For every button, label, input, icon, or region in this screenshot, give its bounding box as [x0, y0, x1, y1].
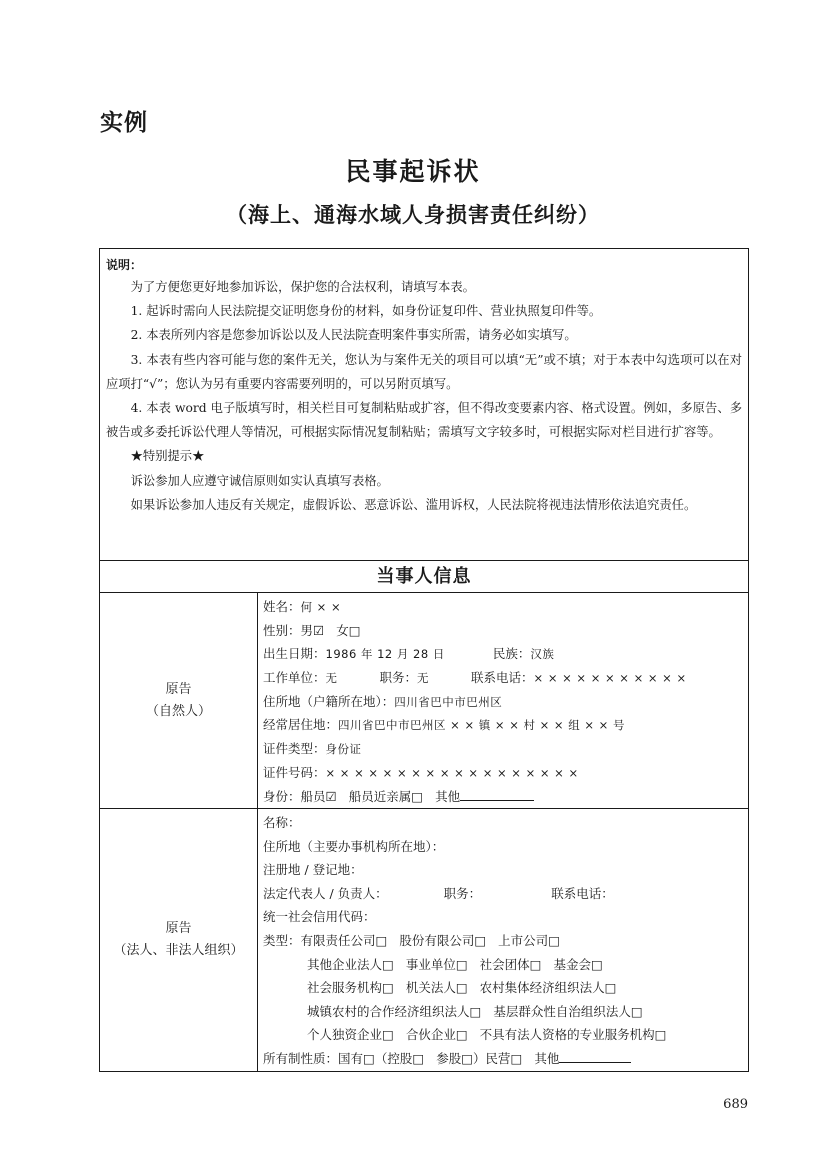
checkbox-icon[interactable]: □ [654, 1027, 667, 1043]
checkbox-icon[interactable]: □ [455, 956, 468, 972]
checkbox-icon[interactable]: □ [461, 1050, 474, 1066]
field-label: 性别： [263, 622, 301, 638]
representative-line [263, 882, 748, 906]
page-number: 689 [723, 1097, 748, 1112]
checkbox-icon[interactable]: □ [455, 980, 468, 996]
checked-checkbox-icon[interactable]: ☑ [313, 622, 325, 638]
birth-date-value[interactable]: 1986 年 12 月 28 日 [325, 647, 445, 662]
ownership-line [263, 1047, 748, 1071]
instructions-section [100, 249, 748, 561]
instructions-paragraph: 诉讼参加人应遵守诚信原则如实认真填写表格。 [130, 473, 389, 488]
option-label: 事业单位 [405, 956, 456, 972]
field-label: 名称： [263, 815, 301, 830]
option-label: 女 [336, 622, 349, 638]
option-label: 合伙企业 [405, 1027, 456, 1043]
option-label: 机关法人 [405, 980, 456, 996]
option-label: 上市公司 [498, 932, 549, 948]
org-type-line [263, 1023, 748, 1047]
row-label-line: （自然人） [145, 703, 211, 719]
checkbox-icon[interactable]: □ [474, 932, 487, 948]
field-label: 职务： [379, 670, 418, 686]
other-blank-field[interactable] [460, 789, 534, 801]
option-label: 其他企业法人 [307, 956, 383, 972]
option-label: 国有 [338, 1050, 364, 1066]
residence-value[interactable]: 四川省巴中市巴州区 × × 镇 × × 村 × × 组 × × 号 [338, 718, 625, 733]
checkbox-icon[interactable]: □ [469, 1003, 482, 1019]
option-label: 参股 [436, 1050, 462, 1066]
party-info-header: 当事人信息 [100, 561, 748, 593]
phone-value[interactable]: × × × × × × × × × × × [533, 671, 687, 686]
field-label: 职务： [443, 885, 482, 901]
option-label: 个人独资企业 [307, 1027, 383, 1043]
field-label: 类型： [263, 932, 301, 948]
checkbox-icon[interactable]: □ [529, 956, 542, 972]
checked-checkbox-icon[interactable]: ☑ [325, 788, 337, 804]
option-label: 农村集体经济组织法人 [479, 980, 605, 996]
domicile-value[interactable]: 四川省巴中市巴州区 [394, 694, 503, 709]
id-type-line [263, 737, 748, 761]
checkbox-icon[interactable]: □ [348, 622, 361, 638]
option-label: 船员近亲属 [348, 788, 412, 804]
field-label: 注册地 / 登记地： [263, 862, 363, 878]
option-label: 船员 [300, 788, 326, 804]
field-label: 住所地（户籍所在地）： [263, 693, 395, 709]
name-value[interactable]: 何 × × [300, 600, 342, 614]
plaintiff-legal-person-label [100, 809, 258, 1071]
credit-code-line [263, 905, 748, 929]
row-label-line: 原告 [165, 681, 192, 697]
field-label: 出生日期： [263, 646, 326, 662]
field-label: 法定代表人 / 负责人： [263, 885, 388, 901]
registration-line [263, 858, 748, 882]
option-label: 男 [300, 622, 314, 638]
gender-line [263, 619, 748, 643]
instructions-paragraph: 3. 本表有些内容可能与您的案件无关，您认为与案件无关的项目可以填“无”或不填；对于本表中勾选项可以在对应项打“√”；您认为另有重要内容需要列明的，可以另附页填写。 [106, 352, 742, 391]
option-label: 基层群众性自治组织法人 [493, 1003, 631, 1019]
option-label: 民营 [485, 1050, 511, 1066]
ethnicity-value[interactable]: 汉族 [530, 647, 555, 662]
org-type-line [263, 976, 748, 1000]
employer-value[interactable]: 无 [325, 671, 338, 686]
instructions-paragraph: 如果诉讼参加人违反有关规定，虚假诉讼、恶意诉讼、滥用诉权，人民法院将视违法情形依法追究责任。 [130, 497, 697, 512]
instructions-paragraph: 1. 起诉时需向人民法院提交证明您身份的材料，如身份证复印件、营业执照复印件等。 [130, 304, 602, 319]
name-line [263, 595, 748, 619]
checkbox-icon[interactable]: □ [591, 956, 603, 972]
checkbox-icon[interactable]: □ [455, 1027, 468, 1043]
plaintiff-legal-person-row [100, 809, 748, 1071]
row-label-line: （法人、非法人组织） [113, 943, 244, 958]
employment-line [263, 666, 748, 690]
org-type-line [263, 1000, 748, 1024]
checkbox-icon[interactable]: □ [382, 980, 394, 996]
field-label: 住所地（主要办事机构所在地）： [263, 838, 445, 854]
plaintiff-natural-person-row [100, 593, 748, 809]
document-title: 民事起诉状 [345, 157, 481, 186]
org-address-line [263, 835, 748, 859]
row-label-line: 原告 [165, 921, 192, 936]
open-paren: （ [374, 1050, 388, 1066]
field-label: 联系电话： [551, 885, 614, 901]
checkbox-icon[interactable]: □ [604, 980, 617, 996]
instructions-paragraph: 为了方便您更好地参加诉讼，保护您的合法权利，请填写本表。 [130, 280, 475, 294]
option-label: 基金会 [553, 956, 591, 972]
checkbox-icon[interactable]: □ [411, 788, 424, 804]
option-label: 不具有法人资格的专业服务机构 [479, 1027, 655, 1043]
residence-line [263, 713, 748, 737]
checkbox-icon[interactable]: □ [382, 1027, 394, 1043]
checkbox-icon[interactable]: □ [510, 1050, 523, 1066]
org-type-line [263, 953, 748, 977]
checkbox-icon[interactable]: □ [548, 932, 560, 948]
option-label: 其他 [435, 788, 461, 804]
plaintiff-natural-person-label [100, 593, 258, 808]
field-label: 姓名： [263, 599, 301, 614]
field-label: 联系电话： [471, 670, 534, 686]
plaintiff-legal-person-fields [258, 809, 748, 1071]
field-label: 证件号码： [263, 764, 326, 780]
option-label: 社会团体 [479, 956, 530, 972]
org-name-line [263, 811, 748, 835]
position-value[interactable]: 无 [417, 671, 430, 686]
plaintiff-natural-person-fields [258, 593, 748, 808]
option-label: 控股 [387, 1050, 413, 1066]
field-label: 民族： [492, 646, 531, 662]
field-label: 所有制性质： [263, 1050, 339, 1066]
instructions-label: 说明： [106, 258, 143, 272]
checkbox-icon[interactable]: □ [412, 1050, 425, 1066]
checkbox-icon[interactable]: □ [363, 1050, 375, 1066]
birth-ethnicity-line [263, 642, 748, 666]
section-heading: 实例 [100, 110, 148, 136]
field-label: 统一社会信用代码： [263, 909, 376, 925]
option-label: 其他 [534, 1050, 560, 1066]
checkbox-icon[interactable]: □ [630, 1003, 643, 1019]
id-number-value[interactable]: × × × × × × × × × × × × × × × × × × [325, 765, 579, 780]
checkbox-icon[interactable]: □ [375, 932, 388, 948]
other-blank-field[interactable] [559, 1051, 631, 1063]
field-label: 身份： [263, 788, 301, 804]
field-label: 工作单位： [263, 670, 326, 686]
complaint-form-table [99, 248, 749, 1072]
domicile-line [263, 690, 748, 714]
instructions-paragraph: 4. 本表 word 电子版填写时，相关栏目可复制粘贴或扩容，但不得改变要素内容、格式设置。例如，多原告、多被告或多委托诉讼代理人等情况，可根据实际情况复制粘贴；需填写文字较多时，可根据实际对栏目进行扩容等。 [106, 401, 742, 440]
id-type-value[interactable]: 身份证 [325, 742, 362, 757]
special-notice-heading: ★特别提示★ [130, 449, 205, 464]
org-type-line [263, 929, 748, 953]
option-label: 社会服务机构 [307, 980, 383, 996]
field-label: 经常居住地： [263, 717, 339, 733]
option-label: 城镇农村的合作经济组织法人 [307, 1003, 470, 1019]
option-label: 股份有限公司 [399, 932, 475, 948]
option-label: 有限责任公司 [300, 932, 376, 948]
field-label: 证件类型： [263, 741, 326, 757]
identity-line [263, 785, 748, 809]
checkbox-icon[interactable]: □ [382, 956, 394, 972]
close-paren: ） [473, 1050, 486, 1066]
id-number-line [263, 761, 748, 785]
instructions-paragraph: 2. 本表所列内容是您参加诉讼以及人民法院查明案件事实所需，请务必如实填写。 [130, 328, 577, 343]
document-subtitle: （海上、通海水域人身损害责任纠纷） [226, 203, 600, 227]
